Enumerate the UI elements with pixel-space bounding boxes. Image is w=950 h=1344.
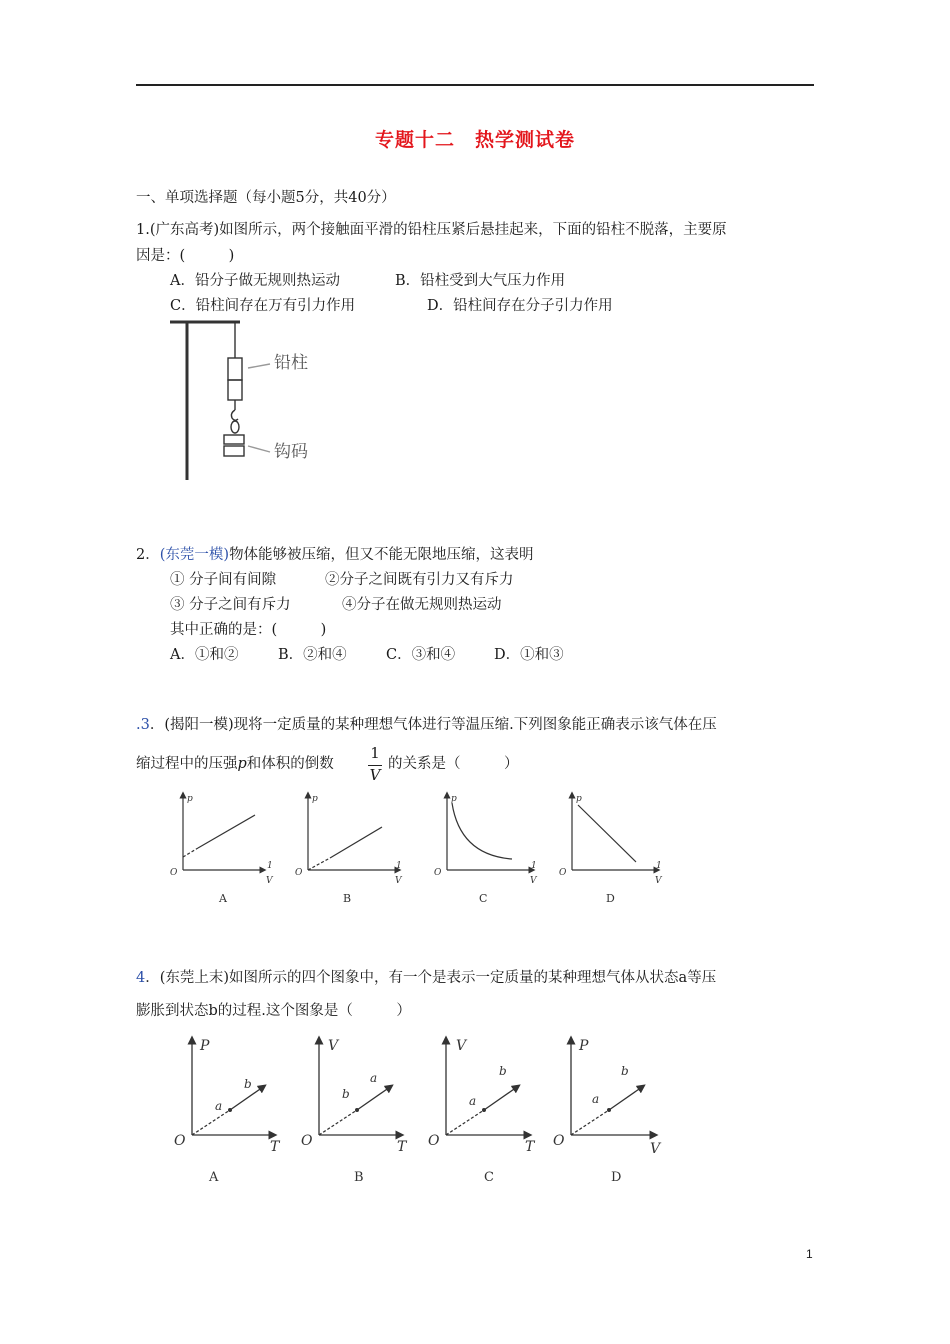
q1-option-d: D．铅柱间存在分子引力作用 [427, 298, 613, 314]
q4-graph-label-a: A [209, 1170, 219, 1185]
q3-fraction-numerator: 1 [370, 744, 380, 762]
q4-d-axis-y: P [579, 1038, 589, 1054]
q2-statement-3: ③ 分子之间有斥力 [170, 597, 291, 613]
q4-c-origin: O [428, 1133, 440, 1149]
page-number: 1 [806, 1247, 813, 1261]
q4-c-axis-x: T [525, 1139, 535, 1155]
q3-graph-label-d: D [606, 892, 615, 905]
q1-option-b: B．铅柱受到大气压力作用 [395, 273, 566, 289]
q3-a-origin: O [170, 868, 178, 878]
q2-option-c: C．③和④ [386, 647, 456, 663]
q4-c-axis-y: V [456, 1038, 467, 1054]
q4-d-axis-x: V [650, 1141, 661, 1157]
q4-a-point-b: b [244, 1077, 252, 1091]
q3-fraction-denominator: V [369, 766, 381, 784]
q3-c-x-den: V [530, 876, 537, 886]
q4-a-axis-y: P [200, 1038, 210, 1054]
q4-b-origin: O [301, 1133, 313, 1149]
q4-stem-line2: 膨胀到状态b的过程.这个图象是（ ） [136, 1003, 411, 1019]
q4-stem-text: ．(东莞上末)如图所示的四个图象中，有一个是表示一定质量的某种理想气体从状态a等压 [145, 970, 717, 986]
q4-c-point-a: a [469, 1094, 477, 1108]
q2-prompt: 其中正确的是：( ) [170, 622, 327, 638]
q4-graph-label-c: C [484, 1170, 494, 1185]
q3-stem-line2 [136, 754, 334, 774]
q4-d-point-a: a [592, 1092, 600, 1106]
q2-option-d: D．①和③ [494, 647, 564, 663]
q3-graph-label-c: C [479, 892, 488, 905]
q2-statement-4: ④分子在做无规则热运动 [342, 597, 502, 613]
q4-b-point-b: b [342, 1087, 350, 1101]
q3-c-origin: O [434, 868, 442, 878]
q2-option-b: B．②和④ [278, 647, 347, 663]
q3-number: .3 [136, 717, 150, 733]
q3-c-axis-y: p [451, 794, 457, 804]
q4-a-origin: O [174, 1133, 186, 1149]
q4-graphs [160, 1030, 680, 1195]
q3-graphs [160, 785, 680, 910]
q2-source: (东莞一模) [159, 547, 230, 563]
q3-d-x-den: V [655, 876, 662, 886]
q4-b-point-a: a [370, 1071, 378, 1085]
q3-text-c: 的关系是（ ） [388, 756, 519, 772]
q4-d-origin: O [553, 1133, 565, 1149]
q1-stem-line2: 因是：( ) [136, 248, 235, 264]
q4-graph-label-b: B [354, 1170, 364, 1185]
page-title: 专题十二 热学测试卷 [374, 129, 575, 151]
q3-text-b: 和体积的倒数 [246, 756, 334, 772]
q2-option-a: A．①和② [170, 647, 239, 663]
q3-d-x-num: 1 [656, 861, 662, 871]
q3-var-p: p [237, 756, 247, 772]
q2-statement-2: ②分子之间既有引力又有斥力 [325, 572, 514, 588]
q4-number: 4 [136, 970, 146, 986]
section-heading: 一、单项选择题（每小题5分，共40分） [136, 190, 396, 206]
q3-a-x-num: 1 [267, 861, 273, 871]
q2-statement-1: ① 分子间有间隙 [170, 572, 277, 588]
label-weight: 钩码 [274, 442, 308, 462]
q3-b-origin: O [295, 868, 303, 878]
q3-a-x-den: V [266, 876, 273, 886]
q1-option-a: A．铅分子做无规则热运动 [170, 273, 340, 289]
q1-lead-cylinder-figure [160, 314, 360, 486]
q4-d-point-b: b [621, 1064, 629, 1078]
q4-stem-line1 [136, 968, 716, 988]
q1-stem-line1: 1.(广东高考)如图所示，两个接触面平滑的铅柱压紧后悬挂起来，下面的铅柱不脱落，主要原 [136, 222, 727, 238]
q1-option-c: C．铅柱间存在万有引力作用 [170, 298, 356, 314]
q2-stem [136, 545, 534, 565]
q3-b-x-den: V [395, 876, 402, 886]
q4-a-axis-x: T [270, 1139, 280, 1155]
header-rule [136, 84, 814, 86]
q3-b-axis-y: p [312, 794, 318, 804]
q2-stem-text: 物体能够被压缩，但又不能无限地压缩，这表明 [229, 547, 534, 563]
q3-a-axis-y: p [187, 794, 193, 804]
q4-c-point-b: b [499, 1064, 507, 1078]
q4-b-axis-x: T [397, 1139, 407, 1155]
q3-graph-label-a: A [219, 892, 227, 905]
q2-number: 2． [136, 547, 160, 563]
q4-a-point-a: a [215, 1099, 223, 1113]
q3-d-axis-y: p [576, 794, 582, 804]
q3-graph-label-b: B [343, 892, 352, 905]
q3-b-x-num: 1 [396, 861, 402, 871]
q3-c-x-num: 1 [531, 861, 537, 871]
q3-d-origin: O [559, 868, 567, 878]
q3-text-a: 缩过程中的压强 [136, 756, 238, 772]
q3-stem-text: ．(揭阳一模)现将一定质量的某种理想气体进行等温压缩.下列图象能正确表示该气体在压 [149, 717, 717, 733]
q3-stem-line1 [136, 715, 717, 735]
label-lead: 铅柱 [274, 353, 308, 373]
q4-graph-label-d: D [611, 1170, 622, 1185]
q4-b-axis-y: V [328, 1038, 339, 1054]
